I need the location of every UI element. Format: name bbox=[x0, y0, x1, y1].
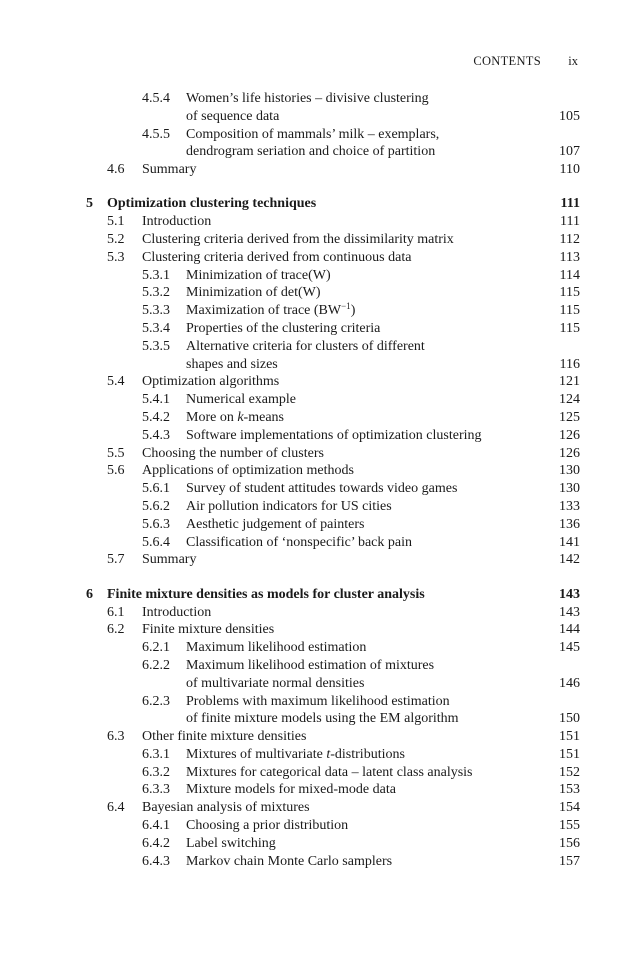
toc-entry-page: 115 bbox=[559, 285, 580, 301]
toc-entry-title-text: Composition of mammals’ milk – exemplars, bbox=[186, 126, 440, 142]
toc-entry-number: 5.3.5 bbox=[142, 338, 170, 354]
toc-entry-number: 5.3.1 bbox=[142, 267, 170, 283]
toc-entry bbox=[0, 835, 638, 853]
toc-entry bbox=[0, 267, 638, 285]
toc-entry-number: 6 bbox=[86, 586, 93, 602]
toc-entry-title-text: Clustering criteria derived from the dissimilarity matrix bbox=[142, 232, 454, 248]
toc-entry-number: 5.5 bbox=[107, 445, 125, 461]
toc-entry-number: 6.3 bbox=[107, 729, 125, 745]
toc-entry bbox=[0, 213, 638, 231]
toc-entry-title bbox=[142, 551, 196, 569]
toc-entry-page: 111 bbox=[560, 196, 580, 212]
toc-entry bbox=[0, 781, 638, 799]
toc-entry-title-text: Women’s life histories – divisive clustering bbox=[186, 91, 429, 106]
toc-entry-title bbox=[142, 213, 211, 231]
toc-entry-page: 116 bbox=[559, 356, 580, 372]
toc-entry-number: 5.6.4 bbox=[142, 534, 170, 550]
toc-entry-title bbox=[186, 356, 278, 374]
toc-entry-number: 5.2 bbox=[107, 232, 125, 248]
toc-entry-page: 143 bbox=[559, 604, 580, 620]
toc-entry-title bbox=[186, 693, 450, 711]
toc-entry-title bbox=[186, 108, 279, 126]
toc-entry-page: 114 bbox=[559, 267, 580, 283]
toc-entry-number: 5 bbox=[86, 196, 93, 212]
toc-entry-number: 6.3.2 bbox=[142, 764, 170, 780]
toc-entry-title bbox=[186, 284, 321, 302]
toc-entry-page: 146 bbox=[559, 675, 580, 691]
toc-entry-title-suffix: -distributions bbox=[330, 746, 405, 762]
toc-entry-title-text: Minimization of trace(W) bbox=[186, 267, 331, 283]
running-head: CONTENTS bbox=[473, 54, 541, 68]
toc-entry-title-text: Classification of ‘nonspecific’ back pain bbox=[186, 534, 412, 550]
toc-entry-title-text: Aesthetic judgement of painters bbox=[186, 516, 365, 532]
toc-entry-title-text: Other finite mixture densities bbox=[142, 729, 307, 745]
toc-entry bbox=[0, 657, 638, 675]
toc-entry-continuation bbox=[0, 675, 638, 693]
toc-entry bbox=[0, 746, 638, 764]
toc-entry-continuation bbox=[0, 356, 638, 374]
toc-entry-page: 151 bbox=[559, 746, 580, 762]
toc-entry bbox=[0, 799, 638, 817]
toc-entry-title bbox=[186, 516, 364, 534]
toc-entry-page: 151 bbox=[559, 729, 580, 745]
toc-entry bbox=[0, 621, 638, 639]
toc-entry-page: 133 bbox=[559, 499, 580, 515]
toc-entry-page: 126 bbox=[559, 427, 580, 443]
toc-entry-page: 152 bbox=[559, 764, 580, 780]
toc-entry-page: 126 bbox=[559, 445, 580, 461]
toc-entry-page: 155 bbox=[559, 818, 580, 834]
toc-entry bbox=[0, 639, 638, 657]
toc-entry bbox=[0, 161, 638, 179]
toc-entry bbox=[0, 693, 638, 711]
toc-entry-title-text: Mixtures for categorical data – latent class analysis bbox=[186, 764, 473, 780]
toc-entry-title bbox=[142, 231, 454, 249]
toc-entry-title-text: Minimization of det(W) bbox=[186, 285, 321, 301]
toc-entry-title bbox=[186, 817, 348, 835]
toc-entry-title bbox=[186, 764, 473, 782]
toc-entry-page: 136 bbox=[559, 516, 580, 532]
toc-entry-title-text: Label switching bbox=[186, 835, 276, 851]
toc-entry-page: 130 bbox=[559, 463, 580, 479]
toc-entry-page: 105 bbox=[559, 108, 580, 124]
toc-entry-title-text: dendrogram seriation and choice of partition bbox=[186, 144, 436, 160]
toc-entry-title-text: Numerical example bbox=[186, 392, 297, 408]
toc-entry-number: 5.3 bbox=[107, 249, 125, 265]
toc-entry-title bbox=[186, 320, 380, 338]
toc-entry-title-text: Optimization algorithms bbox=[142, 374, 280, 390]
toc-entry-page: 143 bbox=[559, 586, 580, 602]
toc-entry-title bbox=[186, 409, 284, 427]
toc-entry-title bbox=[186, 534, 412, 552]
toc-entry-title-text: Alternative criteria for clusters of different bbox=[186, 338, 425, 354]
toc-entry-page: 153 bbox=[559, 782, 580, 798]
toc-entry-title bbox=[186, 90, 429, 108]
toc-entry bbox=[0, 249, 638, 267]
toc-entry-number: 5.4.2 bbox=[142, 410, 170, 426]
toc-entry-page: 110 bbox=[559, 162, 580, 178]
toc-entry bbox=[0, 320, 638, 338]
toc-entry bbox=[0, 516, 638, 534]
toc-entry-number: 5.4 bbox=[107, 374, 125, 390]
toc-entry-title-text: Optimization clustering techniques bbox=[107, 196, 317, 212]
toc-entry-title-italic: k bbox=[237, 410, 244, 426]
toc-entry-title-text: Applications of optimization methods bbox=[142, 463, 354, 479]
toc-entry-title-text: Summary bbox=[142, 552, 197, 568]
table-of-contents bbox=[0, 90, 638, 870]
toc-entry-continuation bbox=[0, 143, 638, 161]
toc-entry-number: 6.2.3 bbox=[142, 693, 170, 709]
toc-entry bbox=[0, 409, 638, 427]
toc-entry-title bbox=[107, 586, 425, 604]
toc-entry-title bbox=[186, 126, 439, 144]
toc-entry-title bbox=[142, 249, 411, 267]
toc-entry-title bbox=[186, 143, 435, 161]
toc-entry-page: 142 bbox=[559, 552, 580, 568]
toc-entry-title-text: Bayesian analysis of mixtures bbox=[142, 800, 310, 816]
toc-entry-page: 156 bbox=[559, 835, 580, 851]
toc-entry bbox=[0, 90, 638, 108]
toc-entry-title-text: Choosing a prior distribution bbox=[186, 818, 349, 834]
toc-entry-number: 5.4.1 bbox=[142, 392, 170, 408]
toc-entry bbox=[0, 817, 638, 835]
page-header bbox=[0, 54, 638, 74]
toc-entry-number: 6.2.2 bbox=[142, 657, 170, 673]
toc-entry-page: 154 bbox=[559, 800, 580, 816]
toc-entry bbox=[0, 302, 638, 320]
toc-entry-title bbox=[142, 462, 354, 480]
toc-entry-page: 150 bbox=[559, 711, 580, 727]
toc-entry-title-text: Finite mixture densities bbox=[142, 622, 275, 638]
toc-entry-title-text: Air pollution indicators for US cities bbox=[186, 499, 392, 515]
page-number: ix bbox=[568, 54, 578, 68]
toc-entry-page: 112 bbox=[559, 232, 580, 248]
toc-entry bbox=[0, 126, 638, 144]
toc-entry bbox=[0, 373, 638, 391]
toc-entry-page: 157 bbox=[559, 853, 580, 869]
toc-entry bbox=[0, 284, 638, 302]
toc-entry bbox=[0, 853, 638, 871]
toc-entry-title bbox=[186, 391, 296, 409]
toc-entry-continuation bbox=[0, 108, 638, 126]
toc-entry-title bbox=[186, 267, 331, 285]
toc-entry-title-text: of sequence data bbox=[186, 108, 280, 124]
toc-entry-title bbox=[142, 621, 274, 639]
toc-entry-page: 121 bbox=[559, 374, 580, 390]
toc-entry-title bbox=[142, 604, 211, 622]
toc-entry-title bbox=[142, 373, 279, 391]
toc-entry-title bbox=[142, 161, 196, 179]
toc-entry-title-text: Survey of student attitudes towards video games bbox=[186, 481, 458, 497]
toc-entry bbox=[0, 498, 638, 516]
toc-entry bbox=[0, 604, 638, 622]
toc-entry-number: 4.5.5 bbox=[142, 126, 170, 142]
toc-entry-title bbox=[186, 338, 425, 356]
toc-entry-page: 113 bbox=[559, 249, 580, 265]
toc-entry-continuation bbox=[0, 710, 638, 728]
toc-entry bbox=[0, 480, 638, 498]
toc-entry-title-suffix: -means bbox=[243, 410, 284, 426]
toc-entry-number: 6.3.3 bbox=[142, 782, 170, 798]
toc-entry bbox=[0, 764, 638, 782]
toc-entry-title-text: Finite mixture densities as models for cluster analysis bbox=[107, 586, 425, 602]
toc-entry-number: 6.4 bbox=[107, 800, 125, 816]
toc-entry-title-text: Summary bbox=[142, 162, 197, 178]
toc-entry-title bbox=[186, 427, 482, 445]
toc-entry-number: 5.6.2 bbox=[142, 499, 170, 515]
toc-entry-title-text: Mixture models for mixed-mode data bbox=[186, 782, 396, 798]
toc-entry-title-text: Maximum likelihood estimation bbox=[186, 640, 367, 656]
toc-entry-page: 111 bbox=[560, 214, 580, 230]
toc-entry-number: 6.2.1 bbox=[142, 640, 170, 656]
toc-entry-title bbox=[142, 799, 310, 817]
toc-entry-number: 5.6.1 bbox=[142, 481, 170, 497]
toc-entry-number: 4.6 bbox=[107, 162, 125, 178]
toc-entry-title-text: Software implementations of optimization clustering bbox=[186, 427, 482, 443]
toc-entry-title bbox=[186, 302, 355, 320]
toc-entry-title-text: shapes and sizes bbox=[186, 356, 278, 372]
toc-entry-number: 6.1 bbox=[107, 604, 125, 620]
toc-entry bbox=[0, 534, 638, 552]
toc-entry-number: 5.6.3 bbox=[142, 516, 170, 532]
toc-entry-title-text: Clustering criteria derived from continuous data bbox=[142, 249, 412, 265]
toc-entry bbox=[0, 231, 638, 249]
toc-entry-title-text: Markov chain Monte Carlo samplers bbox=[186, 853, 393, 869]
toc-entry-page: 145 bbox=[559, 640, 580, 656]
toc-chapter-entry bbox=[0, 195, 638, 213]
toc-entry-number: 6.3.1 bbox=[142, 746, 170, 762]
toc-entry-title-text: Maximization of trace (BW bbox=[186, 303, 342, 319]
toc-entry-title-text: Introduction bbox=[142, 214, 212, 230]
toc-entry-title-text: of finite mixture models using the EM algorithm bbox=[186, 711, 459, 727]
toc-entry-title-text: Introduction bbox=[142, 604, 212, 620]
toc-entry bbox=[0, 427, 638, 445]
toc-entry-number: 6.2 bbox=[107, 622, 125, 638]
toc-entry-page: 125 bbox=[559, 410, 580, 426]
toc-entry-number: 6.4.3 bbox=[142, 853, 170, 869]
toc-entry-title-text: Choosing the number of clusters bbox=[142, 445, 324, 461]
toc-entry bbox=[0, 728, 638, 746]
toc-entry-title-superscript: −1 bbox=[341, 301, 351, 312]
toc-entry-page: 107 bbox=[559, 144, 580, 160]
toc-entry-title bbox=[186, 675, 364, 693]
toc-entry-title bbox=[186, 835, 276, 853]
toc-entry-title-text: Problems with maximum likelihood estimation bbox=[186, 693, 450, 709]
toc-entry-title bbox=[186, 853, 392, 871]
toc-entry-page: 141 bbox=[559, 534, 580, 550]
toc-entry-title bbox=[186, 710, 459, 728]
toc-entry-title bbox=[142, 445, 324, 463]
toc-entry-page: 130 bbox=[559, 481, 580, 497]
toc-entry bbox=[0, 462, 638, 480]
toc-entry-number: 5.3.2 bbox=[142, 285, 170, 301]
toc-entry bbox=[0, 445, 638, 463]
toc-entry-number: 5.6 bbox=[107, 463, 125, 479]
toc-chapter-entry bbox=[0, 586, 638, 604]
toc-entry-title-text: Mixtures of multivariate bbox=[186, 746, 327, 762]
toc-entry-title bbox=[186, 781, 396, 799]
toc-entry-title bbox=[142, 728, 306, 746]
toc-entry bbox=[0, 391, 638, 409]
toc-entry-title-suffix: ) bbox=[350, 303, 356, 319]
toc-entry-page: 115 bbox=[559, 321, 580, 337]
toc-entry bbox=[0, 551, 638, 569]
toc-entry-title bbox=[186, 657, 434, 675]
toc-entry-title-text: Properties of the clustering criteria bbox=[186, 321, 381, 337]
toc-entry-page: 124 bbox=[559, 392, 580, 408]
toc-entry-title-text: of multivariate normal densities bbox=[186, 675, 365, 691]
toc-entry-title bbox=[186, 639, 366, 657]
toc-entry-title-text: More on bbox=[186, 410, 238, 426]
toc-entry-number: 6.4.1 bbox=[142, 818, 170, 834]
toc-entry-title bbox=[107, 195, 316, 213]
toc-entry-number: 5.1 bbox=[107, 214, 125, 230]
toc-entry-number: 5.7 bbox=[107, 552, 125, 568]
toc-entry-title bbox=[186, 746, 405, 764]
toc-entry-number: 6.4.2 bbox=[142, 835, 170, 851]
toc-entry-number: 4.5.4 bbox=[142, 91, 170, 106]
toc-entry-title bbox=[186, 498, 392, 516]
toc-entry-page: 144 bbox=[559, 622, 580, 638]
toc-entry-number: 5.4.3 bbox=[142, 427, 170, 443]
toc-entry-number: 5.3.4 bbox=[142, 321, 170, 337]
toc-entry-title bbox=[186, 480, 457, 498]
toc-entry-page: 115 bbox=[559, 303, 580, 319]
toc-entry-title-text: Maximum likelihood estimation of mixtures bbox=[186, 657, 435, 673]
toc-entry-number: 5.3.3 bbox=[142, 303, 170, 319]
toc-entry bbox=[0, 338, 638, 356]
toc-entry-title-italic: t bbox=[326, 746, 331, 762]
